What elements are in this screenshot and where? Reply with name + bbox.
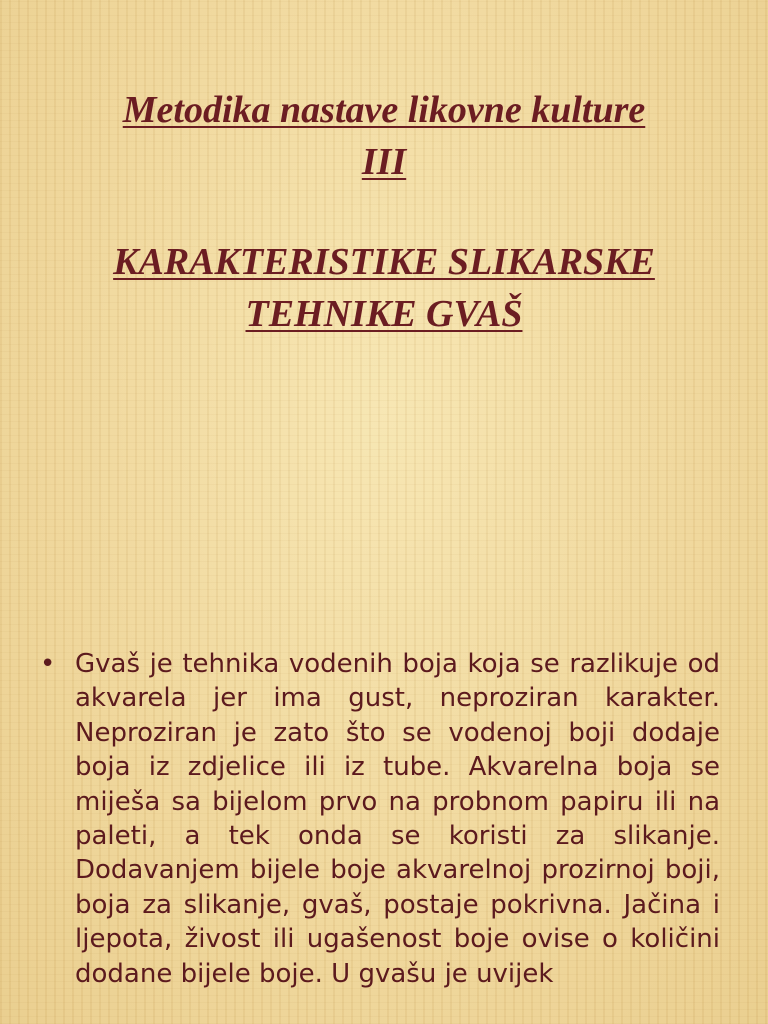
title-topic-line-2: TEHNIKE GVAŠ (245, 293, 523, 335)
title-course-name: Metodika nastave likovne kulture (122, 89, 646, 131)
title-topic-line-1: KARAKTERISTIKE SLIKARSKE (113, 241, 655, 283)
bullet-paragraph: Gvaš je tehnika vodenih boja koja se razlikuje od akvarela jer ima gust, neproziran karakter. Neproziran je zato što se vodenoj boji dodaje boja iz zdjelice ili iz tube. Akvarelna boja se miješa sa bijelom prvo na probnom papiru ili na paleti, a tek onda se koristi za slikanje. Dodavanjem bijele boje akvarelnoj prozirnoj boji, boja za slikanje, gvaš, postaje pokrivna. Jačina i ljepota, živost ili ugašenost boje ovise o količini dodane bijele boje. U gvašu je uvijek (75, 649, 720, 989)
title-course-number: III (361, 141, 407, 183)
bullet-item (40, 647, 720, 991)
title-spacer (40, 188, 728, 236)
slide-title (40, 84, 728, 340)
bullet-marker: • (40, 649, 56, 679)
bullet-list (40, 647, 720, 991)
